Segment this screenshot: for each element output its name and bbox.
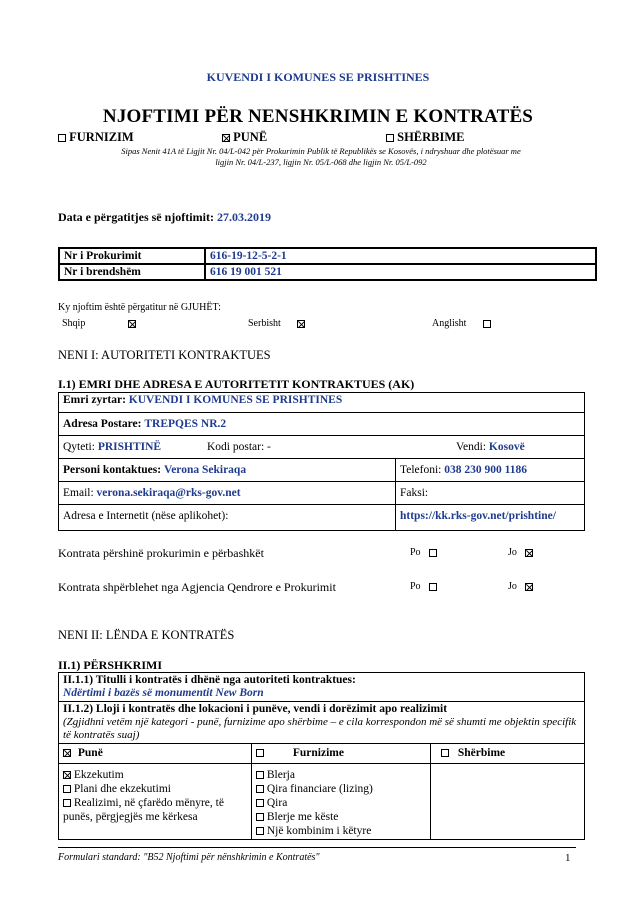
checkbox [441, 749, 449, 757]
central-yes: Po [410, 581, 437, 592]
checkbox-checked [63, 771, 71, 779]
web-address[interactable]: https://kk.rks-gov.net/prishtine/ [396, 505, 585, 531]
checkbox [483, 320, 491, 328]
footer-form: Formulari standard: "B52 Njoftimi për nënshkrimin e Kontratës" [58, 852, 320, 863]
type-furnizim: FURNIZIM [58, 130, 134, 145]
checkbox [256, 799, 264, 807]
section2-subtitle: II.1) PËRSHKRIMI [58, 658, 163, 672]
languages-intro: Ky njoftim është përgatitur në GJUHËT: [58, 302, 221, 313]
table-cell: 616-19-12-5-2-1 [205, 248, 596, 264]
checkbox [429, 549, 437, 557]
checkbox-checked [525, 583, 533, 591]
lang-anglisht: Anglisht [432, 318, 491, 329]
postal-code: Kodi postar: - [207, 441, 271, 453]
table-row [59, 482, 585, 505]
table-cell [431, 764, 585, 840]
footer-rule [58, 847, 576, 848]
central-agency-question: Kontrata shpërblehet nga Agjencia Qendrore e Prokurimit [58, 580, 336, 594]
joint-yes: Po [410, 547, 437, 558]
lang-serbisht: Serbisht [248, 318, 305, 329]
table-row [59, 505, 585, 531]
checkbox [63, 785, 71, 793]
table-cell: Blerja Qira financiare (lizing) Qira Blerje me këste Një kombinim i këtyre [252, 764, 431, 840]
checkbox [63, 799, 71, 807]
table-row [59, 413, 585, 436]
table-cell: Email: verona.sekiraqa@rks-gov.net [59, 482, 396, 505]
table-cell: II.1.2) Lloji i kontratës dhe lokacioni i punëve, vendi i dorëzimit apo realizimit (Zgjidhni vetëm një kategori - punë, furnizime apo shërbime – e cila korrespondon më së shumti me objektin specifik të kontratës suaj) [59, 702, 585, 744]
authority-header: KUVENDI I KOMUNES SE PRISHTINES [206, 70, 430, 84]
table-cell: Adresa e Internetit (nëse aplikohet): [59, 505, 396, 531]
contract-object-table [58, 672, 585, 840]
table-row [59, 393, 585, 413]
authority-table [58, 392, 585, 531]
table-row [59, 764, 585, 840]
checkbox-checked [297, 320, 305, 328]
table-cell: Qyteti: PRISHTINË Kodi postar: - Vendi: Kosovë [59, 436, 585, 459]
lang-shqip: Shqip [62, 318, 136, 329]
table-cell: Shërbime [431, 744, 585, 764]
legal-note: Sipas Nenit 41A të Ligjit Nr. 04/L-042 për Prokurimin Publik të Republikës se Kosovës, i ndryshuar dhe plotësuar me ligjin Nr. 04/L-237, ligjin Nr. 05/L-068 dhe ligjin Nr. 05/L-092 [121, 146, 521, 167]
section1-subtitle: I.1) EMRI DHE ADRESA E AUTORITETIT KONTRAKTUES (AK) [58, 377, 415, 391]
table-cell: II.1.1) Titulli i kontratës i dhënë nga autoriteti kontraktues: Ndërtimi i bazës së monumentit New Born [59, 673, 585, 702]
table-row [59, 673, 585, 702]
section2-title: NENI II: LËNDA E KONTRATËS [58, 628, 235, 642]
section1-title: NENI I: AUTORITETI KONTRAKTUES [58, 348, 271, 362]
table-cell: Faksi: [396, 482, 585, 505]
table-cell: Furnizime [252, 744, 431, 764]
table-row [59, 702, 585, 744]
table-cell: 616 19 001 521 [205, 264, 596, 280]
checkbox [386, 134, 394, 142]
checkbox [256, 813, 264, 821]
table-cell: Telefoni: 038 230 900 1186 [396, 459, 585, 482]
checkbox-checked [222, 134, 230, 142]
table-row [59, 436, 585, 459]
joint-question: Kontrata përshinë prokurimin e përbashkët [58, 546, 264, 560]
page-title: NJOFTIMI PËR NENSHKRIMIN E KONTRATËS [102, 106, 534, 127]
checkbox [256, 785, 264, 793]
prep-date: Data e përgatitjes së njoftimit: 27.03.2019 [58, 210, 271, 224]
table-row [59, 248, 596, 264]
table-cell: Punë [59, 744, 252, 764]
checkbox-checked [63, 749, 71, 757]
type-pune: PUNË [222, 130, 267, 145]
table-cell: Nr i Prokurimit [59, 248, 205, 264]
checkbox [58, 134, 66, 142]
checkbox-checked [128, 320, 136, 328]
table-row [59, 744, 585, 764]
procurement-numbers-table [58, 247, 597, 281]
table-cell: Nr i brendshëm [59, 264, 205, 280]
checkbox [429, 583, 437, 591]
type-sherbime: SHËRBIME [386, 130, 465, 145]
page-number: 1 [565, 852, 571, 864]
joint-no: Jo [508, 547, 533, 558]
table-row [59, 264, 596, 280]
table-cell: Ekzekutim Plani dhe ekzekutimi Realizimi, në çfarëdo mënyre, të punës, përgjegjës me kërkesa [59, 764, 252, 840]
table-cell: Personi kontaktues: Verona Sekiraqa [59, 459, 396, 482]
country: Vendi: Kosovë [456, 441, 525, 453]
table-cell: Adresa Postare: TREPQES NR.2 [59, 413, 585, 436]
table-cell: Emri zyrtar: KUVENDI I KOMUNES SE PRISHTINES [59, 393, 585, 413]
checkbox [256, 827, 264, 835]
central-no: Jo [508, 581, 533, 592]
table-row [59, 459, 585, 482]
checkbox [256, 749, 264, 757]
checkbox-checked [525, 549, 533, 557]
checkbox [256, 771, 264, 779]
